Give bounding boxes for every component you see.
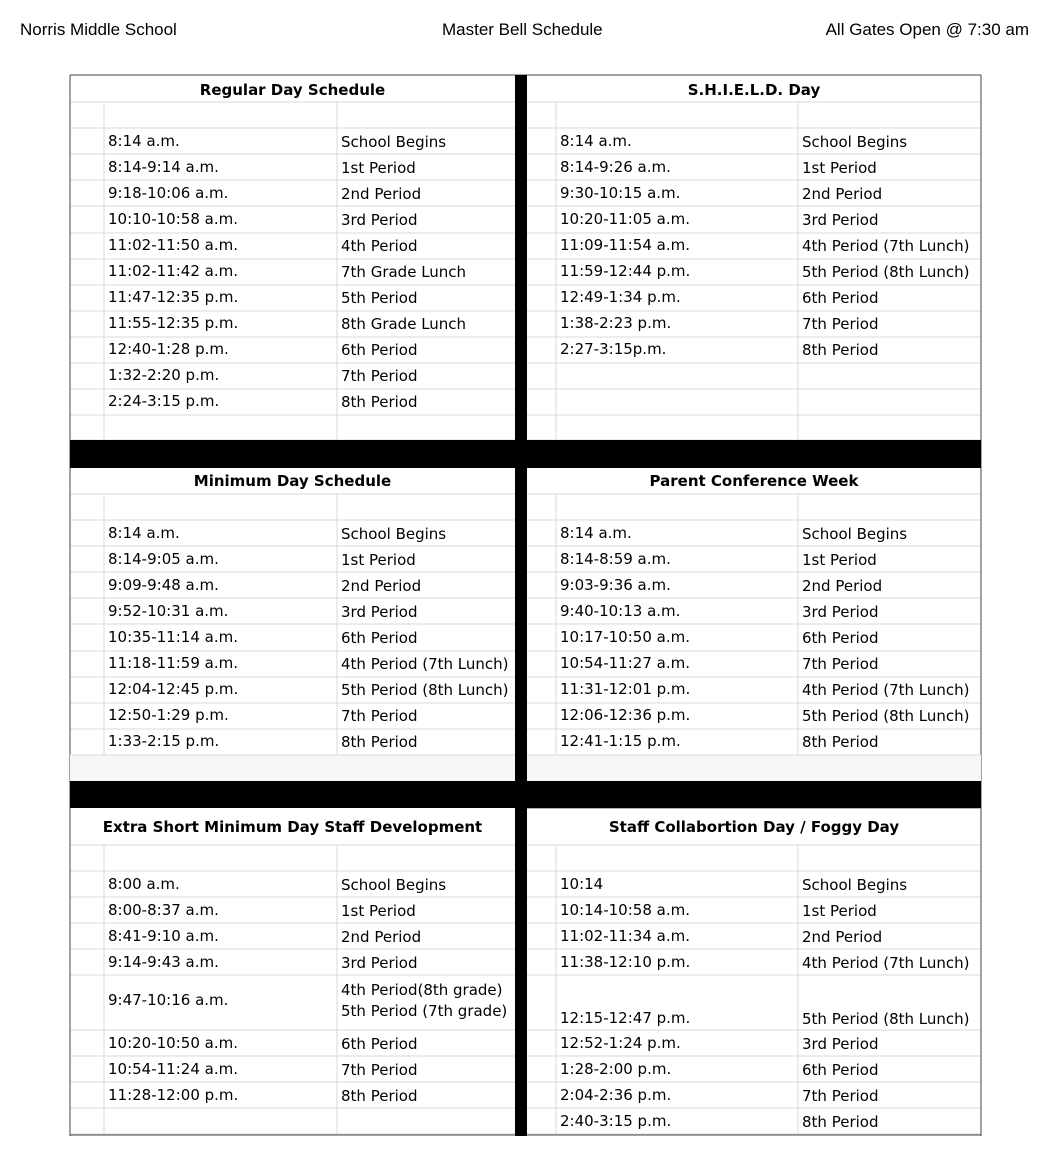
period-cell: 7th Period bbox=[802, 655, 879, 673]
time-cell: 8:14-9:26 a.m. bbox=[560, 158, 671, 176]
schedule-title: Regular Day Schedule bbox=[199, 81, 386, 99]
period-cell: 8th Period bbox=[802, 1113, 879, 1131]
time-cell: 11:09-11:54 a.m. bbox=[560, 236, 690, 254]
period-cell: 1st Period bbox=[802, 551, 877, 569]
time-cell: 2:40-3:15 p.m. bbox=[560, 1112, 672, 1130]
time-cell: 8:14 a.m. bbox=[560, 524, 632, 542]
schedule-row bbox=[527, 1082, 981, 1108]
period-cell: 8th Period bbox=[802, 341, 879, 359]
time-cell: 1:32-2:20 p.m. bbox=[108, 366, 220, 384]
period-cell: 6th Period bbox=[802, 1061, 879, 1079]
time-cell: 10:10-10:58 a.m. bbox=[108, 210, 238, 228]
period-cell: 3rd Period bbox=[802, 1035, 879, 1053]
period-cell: 7th Period bbox=[341, 707, 418, 725]
period-cell: 6th Period bbox=[802, 289, 879, 307]
period-cell: 2nd Period bbox=[341, 185, 422, 203]
time-cell: 12:50-1:29 p.m. bbox=[108, 706, 229, 724]
time-cell: 9:30-10:15 a.m. bbox=[560, 184, 681, 202]
period-cell: 3rd Period bbox=[341, 954, 418, 972]
period-cell: 6th Period bbox=[341, 1035, 418, 1053]
time-cell: 1:38-2:23 p.m. bbox=[560, 314, 672, 332]
period-cell: 8th Period bbox=[341, 1087, 418, 1105]
period-cell: 1st Period bbox=[341, 902, 416, 920]
time-cell: 11:38-12:10 p.m. bbox=[560, 953, 691, 971]
time-cell: 8:14-9:05 a.m. bbox=[108, 550, 219, 568]
time-cell: 8:14 a.m. bbox=[108, 132, 180, 150]
time-cell: 8:00 a.m. bbox=[108, 875, 180, 893]
schedule-row bbox=[70, 1082, 515, 1108]
period-cell: 2nd Period bbox=[802, 185, 883, 203]
time-cell: 11:18-11:59 a.m. bbox=[108, 654, 238, 672]
period-cell: 3rd Period bbox=[802, 211, 879, 229]
time-cell: 11:02-11:50 a.m. bbox=[108, 236, 238, 254]
time-cell: 10:20-10:50 a.m. bbox=[108, 1034, 238, 1052]
time-cell: 8:14 a.m. bbox=[560, 132, 632, 150]
vertical-divider bbox=[515, 75, 527, 1136]
time-cell: 11:47-12:35 p.m. bbox=[108, 288, 239, 306]
schedule-row bbox=[70, 949, 515, 975]
period-cell: 7th Period bbox=[341, 1061, 418, 1079]
time-cell: 12:52-1:24 p.m. bbox=[560, 1034, 681, 1052]
school-name: Norris Middle School bbox=[20, 20, 177, 39]
time-cell: 9:40-10:13 a.m. bbox=[560, 602, 681, 620]
time-cell: 10:14 bbox=[560, 875, 604, 893]
period-cell: 5th Period (8th Lunch) bbox=[802, 707, 970, 725]
period-cell: 7th Period bbox=[802, 1087, 879, 1105]
time-cell: 10:54-11:24 a.m. bbox=[108, 1060, 238, 1078]
period-cell: School Begins bbox=[341, 133, 447, 151]
time-cell: 12:41-1:15 p.m. bbox=[560, 732, 681, 750]
time-cell: 8:14-8:59 a.m. bbox=[560, 550, 671, 568]
period-cell: 5th Period (8th Lunch) bbox=[341, 681, 509, 699]
schedule-row bbox=[527, 923, 981, 949]
time-cell: 10:17-10:50 a.m. bbox=[560, 628, 690, 646]
time-cell: 10:14-10:58 a.m. bbox=[560, 901, 690, 919]
period-cell: 3rd Period bbox=[802, 603, 879, 621]
period-cell: 5th Period bbox=[341, 289, 418, 307]
period-cell: 4th Period (7th Lunch) bbox=[802, 681, 970, 699]
schedule-row bbox=[527, 1056, 981, 1082]
schedule-row bbox=[527, 897, 981, 923]
period-cell: 4th Period bbox=[341, 237, 418, 255]
schedule-row bbox=[70, 1056, 515, 1082]
period-cell: 4th Period (7th Lunch) bbox=[802, 954, 970, 972]
period-cell: 3rd Period bbox=[341, 211, 418, 229]
period-cell: 1st Period bbox=[341, 159, 416, 177]
time-cell: 12:04-12:45 p.m. bbox=[108, 680, 239, 698]
time-cell: 11:28-12:00 p.m. bbox=[108, 1086, 239, 1104]
schedule-row bbox=[70, 975, 515, 1030]
schedule-row bbox=[70, 871, 515, 897]
document-title: Master Bell Schedule bbox=[442, 20, 603, 39]
period-cell: 4th Period(8th grade) 5th Period (7th grade) bbox=[341, 981, 508, 1020]
schedule-row bbox=[70, 923, 515, 949]
time-cell: 12:06-12:36 p.m. bbox=[560, 706, 691, 724]
period-cell: School Begins bbox=[802, 876, 908, 894]
time-cell: 9:47-10:16 a.m. bbox=[108, 991, 229, 1009]
period-cell: 8th Grade Lunch bbox=[341, 315, 467, 333]
time-cell: 8:14 a.m. bbox=[108, 524, 180, 542]
schedule-title: Minimum Day Schedule bbox=[193, 472, 392, 490]
schedule-row bbox=[527, 1005, 981, 1031]
period-cell: 6th Period bbox=[341, 629, 418, 647]
schedule-row bbox=[527, 1108, 981, 1134]
time-cell: 11:55-12:35 p.m. bbox=[108, 314, 239, 332]
time-cell: 12:49-1:34 p.m. bbox=[560, 288, 681, 306]
period-cell: 5th Period (8th Lunch) bbox=[802, 263, 970, 281]
time-cell: 1:33-2:15 p.m. bbox=[108, 732, 220, 750]
time-cell: 12:40-1:28 p.m. bbox=[108, 340, 229, 358]
period-cell: 7th Grade Lunch bbox=[341, 263, 467, 281]
schedule-row bbox=[527, 1030, 981, 1056]
period-cell: 1st Period bbox=[341, 551, 416, 569]
period-cell: 8th Period bbox=[802, 733, 879, 751]
schedule-title: Parent Conference Week bbox=[649, 472, 859, 490]
time-cell: 10:35-11:14 a.m. bbox=[108, 628, 238, 646]
time-cell: 2:24-3:15 p.m. bbox=[108, 392, 220, 410]
time-cell: 8:41-9:10 a.m. bbox=[108, 927, 219, 945]
gates-open-note: All Gates Open @ 7:30 am bbox=[825, 20, 1029, 39]
period-cell: School Begins bbox=[802, 525, 908, 543]
schedule-row bbox=[527, 949, 981, 975]
period-cell: 2nd Period bbox=[341, 928, 422, 946]
period-cell: School Begins bbox=[341, 876, 447, 894]
period-cell: School Begins bbox=[802, 133, 908, 151]
schedule-title: S.H.I.E.L.D. Day bbox=[687, 81, 821, 99]
schedule-row bbox=[70, 1030, 515, 1056]
time-cell: 9:14-9:43 a.m. bbox=[108, 953, 219, 971]
schedule-row bbox=[70, 897, 515, 923]
period-cell: 7th Period bbox=[802, 315, 879, 333]
period-cell: 1st Period bbox=[802, 902, 877, 920]
schedule-panel bbox=[527, 0, 981, 1154]
period-cell: 2nd Period bbox=[802, 928, 883, 946]
period-cell: 8th Period bbox=[341, 733, 418, 751]
schedule-panel bbox=[70, 0, 515, 1154]
schedule-row bbox=[527, 871, 981, 897]
time-cell: 11:02-11:42 a.m. bbox=[108, 262, 238, 280]
time-cell: 11:31-12:01 p.m. bbox=[560, 680, 691, 698]
period-cell: 2nd Period bbox=[341, 577, 422, 595]
time-cell: 9:03-9:36 a.m. bbox=[560, 576, 671, 594]
time-cell: 1:28-2:00 p.m. bbox=[560, 1060, 672, 1078]
period-cell: 5th Period (8th Lunch) bbox=[802, 1010, 970, 1028]
period-cell: 3rd Period bbox=[341, 603, 418, 621]
time-cell: 8:00-8:37 a.m. bbox=[108, 901, 219, 919]
time-cell: 2:04-2:36 p.m. bbox=[560, 1086, 672, 1104]
time-cell: 9:09-9:48 a.m. bbox=[108, 576, 219, 594]
period-cell: 1st Period bbox=[802, 159, 877, 177]
schedule-title: Extra Short Minimum Day Staff Development bbox=[102, 818, 483, 836]
time-cell: 12:15-12:47 p.m. bbox=[560, 1009, 691, 1027]
period-cell: School Begins bbox=[341, 525, 447, 543]
period-cell: 6th Period bbox=[341, 341, 418, 359]
time-cell: 9:52-10:31 a.m. bbox=[108, 602, 229, 620]
period-cell: 2nd Period bbox=[802, 577, 883, 595]
period-cell: 4th Period (7th Lunch) bbox=[802, 237, 970, 255]
time-cell: 11:59-12:44 p.m. bbox=[560, 262, 691, 280]
time-cell: 9:18-10:06 a.m. bbox=[108, 184, 229, 202]
time-cell: 10:54-11:27 a.m. bbox=[560, 654, 690, 672]
time-cell: 10:20-11:05 a.m. bbox=[560, 210, 690, 228]
period-cell: 7th Period bbox=[341, 367, 418, 385]
period-cell: 4th Period (7th Lunch) bbox=[341, 655, 509, 673]
time-cell: 8:14-9:14 a.m. bbox=[108, 158, 219, 176]
time-cell: 11:02-11:34 a.m. bbox=[560, 927, 690, 945]
period-cell: 8th Period bbox=[341, 393, 418, 411]
schedule-title: Staff Collabortion Day / Foggy Day bbox=[608, 818, 900, 836]
period-cell: 6th Period bbox=[802, 629, 879, 647]
time-cell: 2:27-3:15p.m. bbox=[560, 340, 667, 358]
